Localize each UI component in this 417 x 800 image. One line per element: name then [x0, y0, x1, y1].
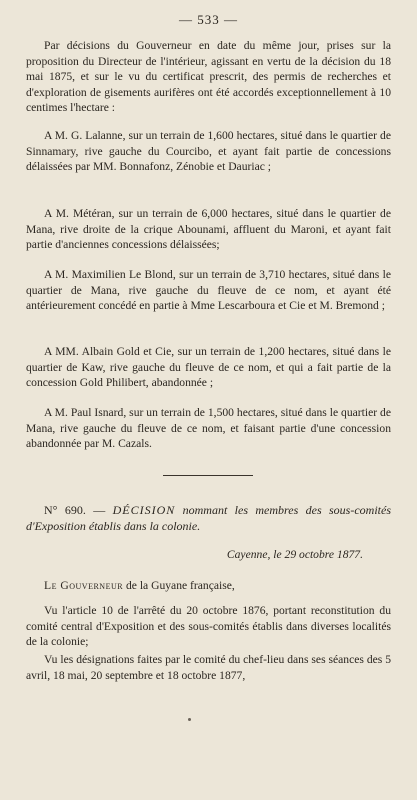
grant-gold: A MM. Albain Gold et Cie, sur un terrain de 1,200 hectares, situé dans le quartier de Kaw, rive gauche du fleuve de ce nom, et qui a fait partie de la concession Gold Philibert, abandonnée ; — [26, 345, 391, 389]
grant-isnard: A M. Paul Isnard, sur un terrain de 1,500 hectares, situé dans le quartier de Mana, rive gauche du fleuve de ce nom, et faisant partie d'une concession abandonnée par M. Cazals. — [26, 406, 391, 450]
decision-heading — [26, 502, 391, 534]
consideration-article: Vu l'article 10 de l'arrêté du 20 octobre 1876, portant reconstitution du comité central d'Exposition et des sous-comités établis dans diverses localités de la colonie; — [26, 604, 391, 648]
governor-line — [26, 578, 391, 594]
decision-title: DÉCISION — [112, 503, 176, 517]
governor-title: Le Gouverneur — [44, 579, 124, 592]
decision-subject: nommant les membres des sous-comités d'Exposition établis dans la colonie. — [26, 503, 391, 533]
grant-lalanne: A M. G. Lalanne, sur un terrain de 1,600 hectares, situé dans le quartier de Sinnamary, rive gauche du Courcibo, et ayant fait partie de concessions délaissées par MM. Bonnafonz, Zénobie et Dauriac ; — [26, 129, 391, 173]
grant-le-blond: A M. Maximilien Le Blond, sur un terrain de 3,710 hectares, situé dans le quartier de Mana, rive gauche du fleuve de ce nom, et ayant été antérieurement concédé en partie à Mme Lescarboura et Cie et M. Bremond ; — [26, 268, 391, 312]
section-divider — [163, 475, 253, 476]
paper-speck — [188, 718, 191, 721]
decision-date: Cayenne, le 29 octobre 1877. — [226, 548, 363, 561]
consideration-designations: Vu les désignations faites par le comité du chef-lieu dans ses séances des 5 avril, 18 mai, 20 septembre et 18 octobre 1877, — [26, 653, 391, 682]
page-number: — 533 — — [179, 12, 238, 27]
intro-paragraph: Par décisions du Gouverneur en date du même jour, prises sur la proposition du Directeur de l'intérieur, agissant en vertu de la décision du 18 mai 1875, et sur le vu du certificat prescrit, des permis de recherches et d'exploration de gisements aurifères ont été accordés exceptionnellement à 10 centimes l'hectare : — [26, 39, 391, 114]
governor-rest: de la Guyane française, — [125, 579, 235, 592]
decision-number: N° 690. — — [44, 503, 106, 517]
grant-meteran: A M. Météran, sur un terrain de 6,000 hectares, situé dans le quartier de Mana, rive droite de la crique Abounami, affluent du Maroni, et ayant fait partie d'anciennes concessions délaissées; — [26, 207, 391, 251]
